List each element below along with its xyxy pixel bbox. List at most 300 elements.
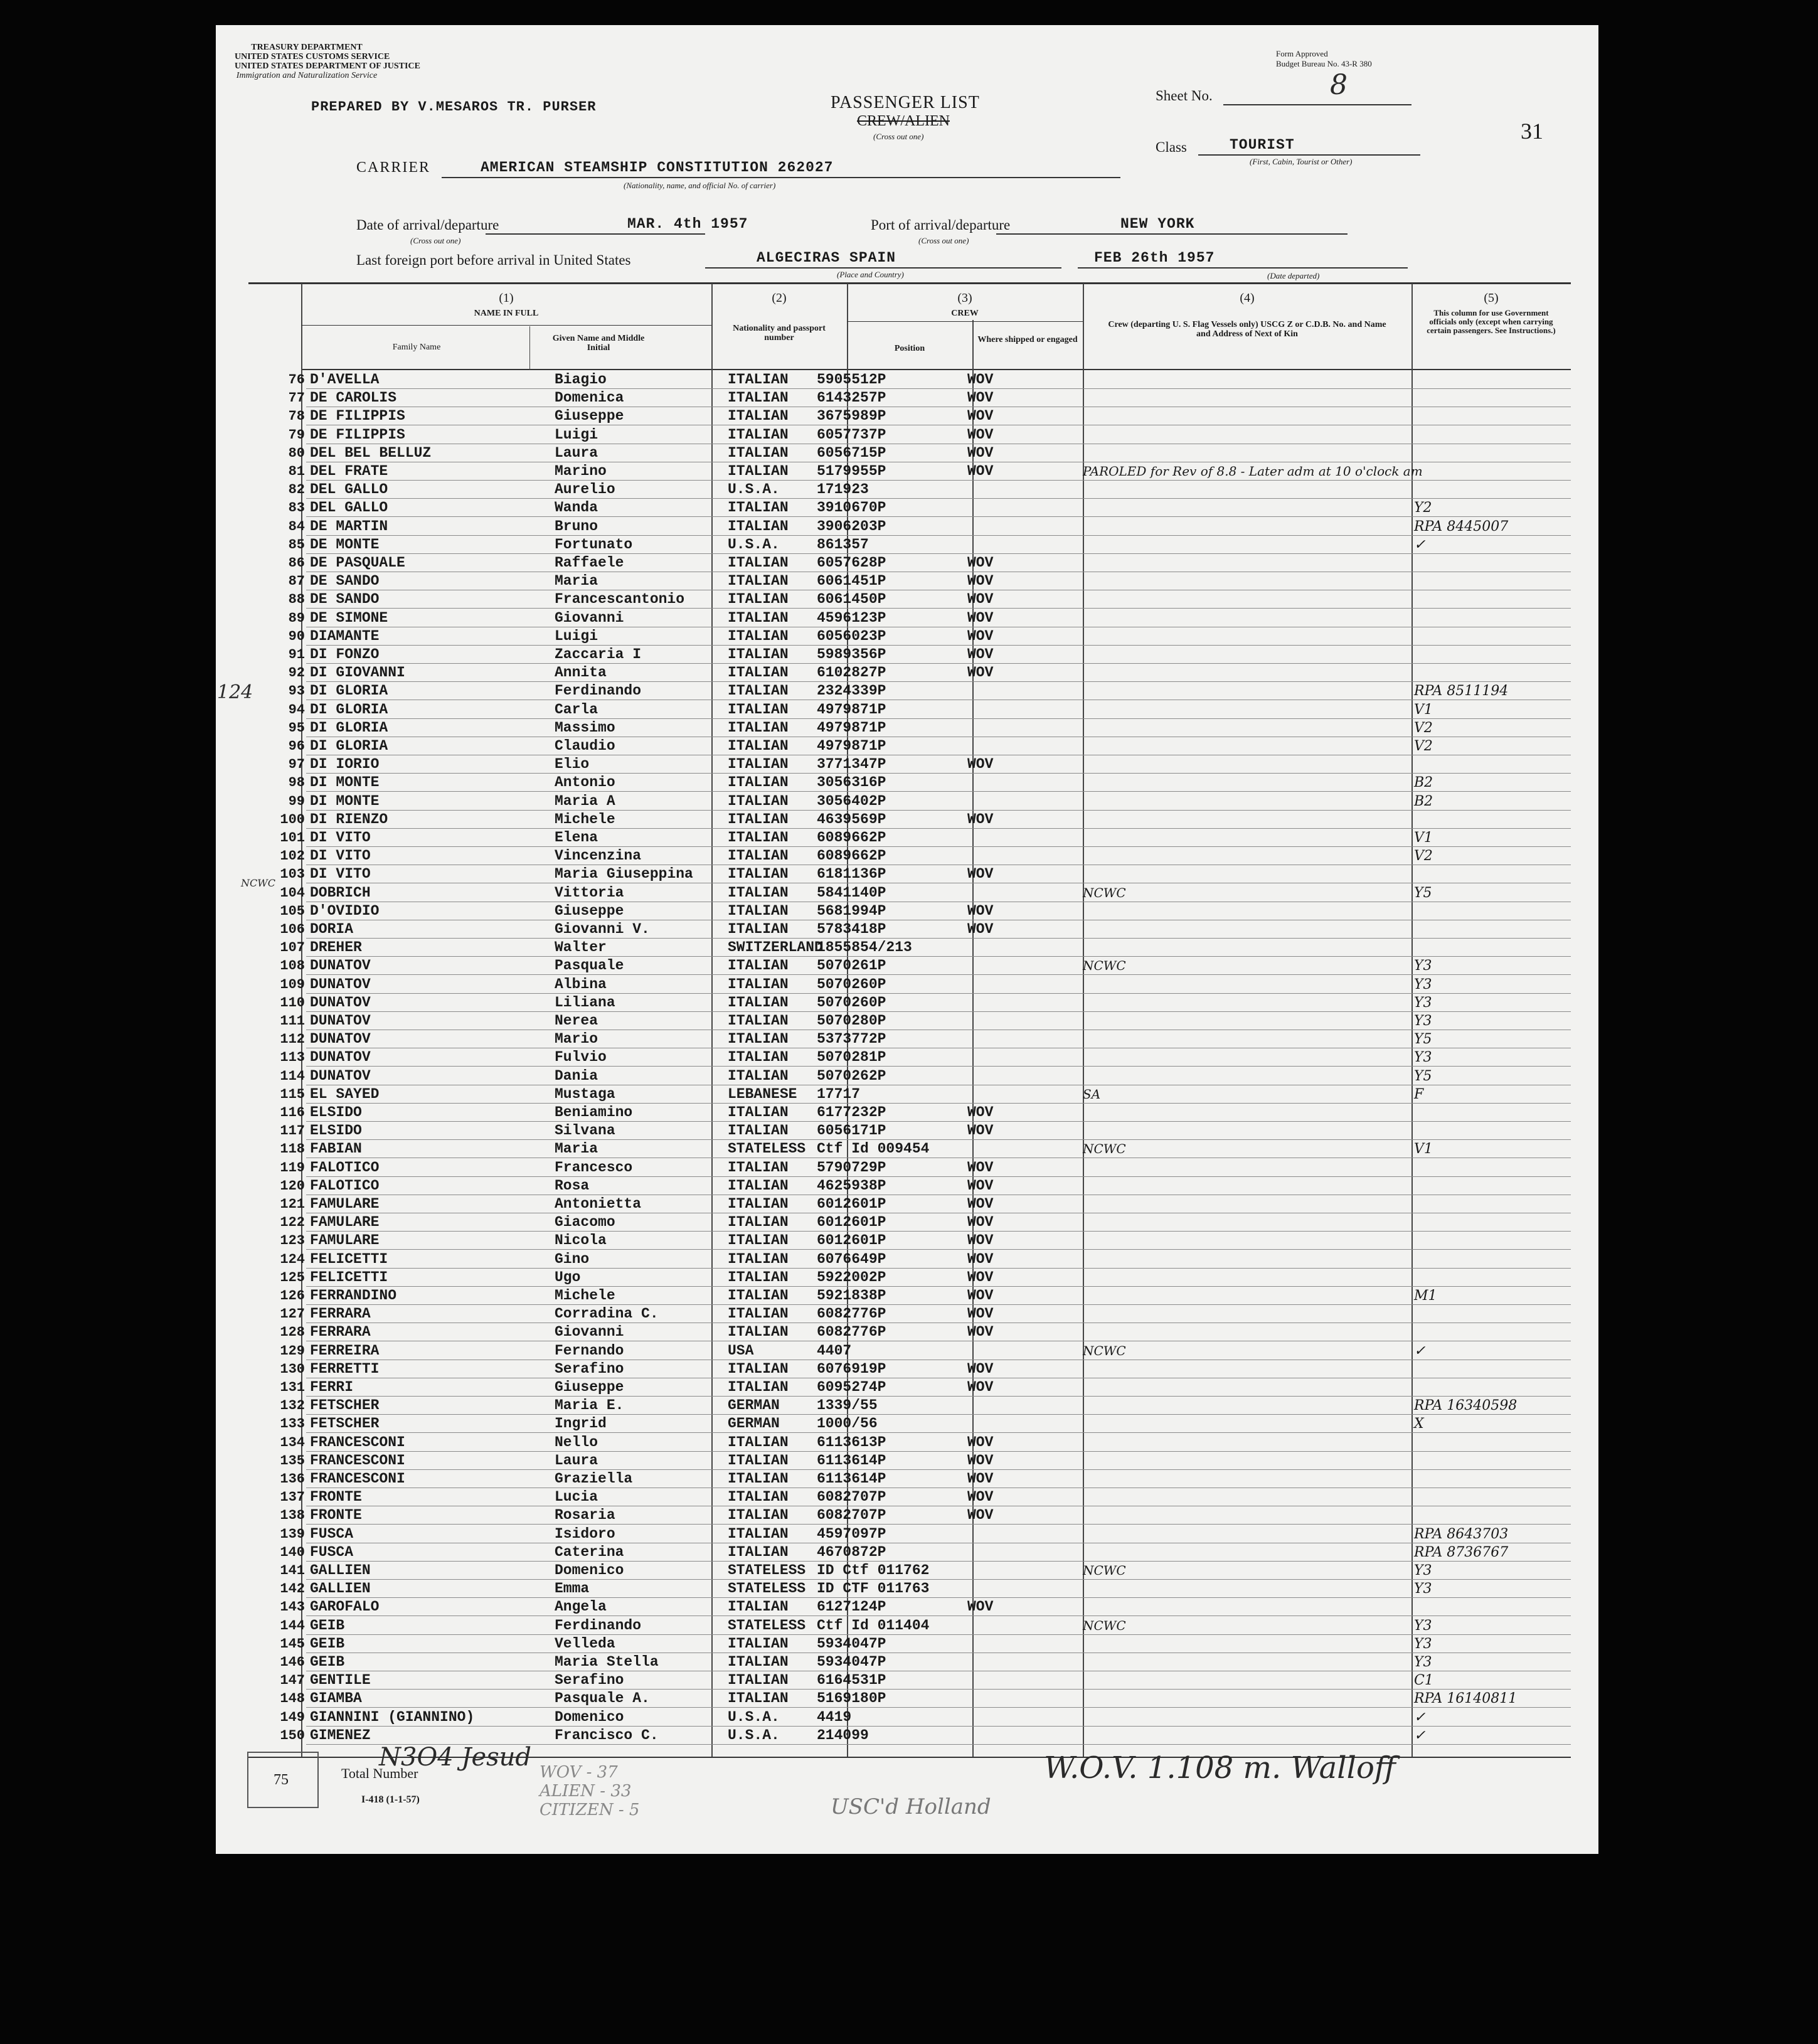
official-notes: ✓	[1414, 536, 1426, 553]
official-notes: Y2	[1414, 500, 1432, 516]
given-name: Biagio	[555, 371, 607, 388]
given-name: Claudio	[555, 738, 615, 754]
nationality: ITALIAN	[728, 1232, 789, 1249]
family-name: DI IORIO	[310, 756, 380, 773]
row-number: 108	[280, 958, 305, 974]
nationality: U.S.A.	[728, 1708, 780, 1725]
nationality: GERMAN	[728, 1397, 780, 1414]
passport-number: 5921838P	[817, 1287, 886, 1304]
given-name: Rosaria	[555, 1507, 615, 1524]
col1-given: Given Name and Middle Initial	[552, 334, 645, 353]
table-row	[216, 646, 1598, 664]
nationality: ITALIAN	[728, 884, 789, 901]
nationality: ITALIAN	[728, 829, 789, 846]
family-name: FRANCESCONI	[310, 1471, 405, 1487]
given-name: Maria Giuseppina	[555, 866, 693, 883]
given-name: Francescantonio	[555, 591, 685, 608]
passport-number: 5989356P	[817, 646, 886, 663]
crew-position: WOV	[967, 591, 994, 608]
nationality: U.S.A.	[728, 1727, 780, 1743]
family-name: DUNATOV	[310, 957, 371, 974]
family-name: DE SANDO	[310, 591, 380, 608]
date-value: MAR. 4th 1957	[627, 216, 748, 232]
row-number: 134	[280, 1434, 305, 1450]
row-number: 144	[280, 1617, 305, 1634]
table-row	[216, 536, 1598, 554]
row-number: 113	[280, 1050, 305, 1066]
nationality: ITALIAN	[728, 1599, 789, 1616]
passport-number: 6082776P	[817, 1324, 886, 1341]
row-number: 137	[280, 1489, 305, 1506]
passport-number: 6095274P	[817, 1379, 886, 1395]
row-number: 138	[280, 1508, 305, 1524]
given-name: Zaccaria I	[555, 646, 642, 663]
row-number: 142	[280, 1581, 305, 1597]
crew-position: WOV	[967, 1324, 994, 1341]
table-row	[216, 590, 1598, 609]
nationality: ITALIAN	[728, 1306, 789, 1323]
carrier-label: CARRIER	[356, 159, 431, 176]
nationality: ITALIAN	[728, 1654, 789, 1670]
given-name: Maria	[555, 573, 598, 590]
nationality: ITALIAN	[728, 1049, 789, 1066]
table-row	[216, 701, 1598, 719]
departed-underline	[1078, 267, 1408, 269]
table-row	[216, 1470, 1598, 1488]
row-number: 147	[280, 1673, 305, 1689]
hand-signature: N3O4 Jesud	[379, 1743, 532, 1772]
given-name: Michele	[555, 1287, 615, 1304]
given-name: Gino	[555, 1250, 590, 1267]
crew-position: WOV	[967, 1489, 994, 1506]
given-name: Corradina C.	[555, 1306, 659, 1323]
nationality: ITALIAN	[728, 664, 789, 681]
passport-number: 4979871P	[817, 738, 886, 754]
given-name: Michele	[555, 811, 615, 828]
official-notes: C1	[1414, 1673, 1433, 1689]
family-name: FRONTE	[310, 1489, 362, 1506]
next-of-kin: NCWC	[1083, 1563, 1126, 1578]
row-number: 148	[280, 1691, 305, 1707]
passport-number: 6164531P	[817, 1672, 886, 1689]
nationality: SWITZERLAND	[728, 939, 823, 956]
passport-number: 4597097P	[817, 1525, 886, 1542]
crew-position: WOV	[967, 1287, 994, 1304]
row-number: 123	[280, 1233, 305, 1249]
given-name: Domenica	[555, 390, 624, 407]
given-name: Maria	[555, 1141, 598, 1158]
row-number: 102	[280, 848, 305, 865]
passport-number: 5790729P	[817, 1159, 886, 1176]
row-number: 121	[280, 1196, 305, 1212]
passport-number: 6056171P	[817, 1122, 886, 1139]
row-number: 120	[280, 1178, 305, 1194]
next-of-kin: NCWC	[1083, 1141, 1126, 1157]
family-name: FERREIRA	[310, 1342, 380, 1359]
crew-position: WOV	[967, 408, 994, 425]
official-notes: Y5	[1414, 1031, 1432, 1048]
table-row	[216, 389, 1598, 407]
family-name: FERRI	[310, 1379, 354, 1395]
table-row	[216, 1012, 1598, 1030]
given-name: Domenico	[555, 1562, 624, 1578]
official-notes: Y3	[1414, 1636, 1432, 1652]
table-row	[216, 1617, 1598, 1635]
table-row	[216, 1048, 1598, 1067]
departed-value: FEB 26th 1957	[1094, 250, 1215, 266]
nationality: STATELESS	[728, 1617, 806, 1634]
table-row	[216, 1635, 1598, 1653]
row-number: 103	[280, 866, 305, 883]
passport-number: 4979871P	[817, 719, 886, 736]
table-row	[216, 572, 1598, 590]
next-of-kin: SA	[1083, 1086, 1101, 1102]
given-name: Serafino	[555, 1672, 624, 1689]
crew-position: WOV	[967, 609, 994, 626]
given-name: Aurelio	[555, 481, 615, 498]
given-name: Pasquale	[555, 957, 624, 974]
official-notes: B2	[1414, 793, 1433, 809]
table-row	[216, 1104, 1598, 1122]
nationality: ITALIAN	[728, 738, 789, 754]
passport-number: 1339/55	[817, 1397, 878, 1414]
given-name: Caterina	[555, 1543, 624, 1560]
carrier-value: AMERICAN STEAMSHIP CONSTITUTION 262027	[481, 159, 834, 176]
crew-position: WOV	[967, 646, 994, 663]
family-name: DUNATOV	[310, 976, 371, 993]
official-notes: RPA 8643703	[1414, 1526, 1509, 1542]
row-number: 89	[288, 610, 305, 626]
family-name: DI GLORIA	[310, 701, 388, 718]
next-of-kin: NCWC	[1083, 885, 1126, 900]
passport-number: 3771347P	[817, 756, 886, 773]
family-name: GALLIEN	[310, 1562, 371, 1578]
nationality: ITALIAN	[728, 1525, 789, 1542]
passport-number: 5070262P	[817, 1067, 886, 1084]
nationality: ITALIAN	[728, 683, 789, 700]
crew-position: WOV	[967, 1104, 994, 1120]
passport-number: 6082776P	[817, 1306, 886, 1323]
port-underline	[996, 233, 1348, 235]
nationality: ITALIAN	[728, 1214, 789, 1231]
crew-position: WOV	[967, 1306, 994, 1323]
row-number: 95	[288, 720, 305, 736]
family-name: DE SANDO	[310, 573, 380, 590]
crew-position: WOV	[967, 371, 994, 388]
table-row	[216, 1030, 1598, 1048]
passport-number: 3675989P	[817, 408, 886, 425]
given-name: Marino	[555, 463, 607, 479]
table-row	[216, 976, 1598, 994]
family-name: FERRANDINO	[310, 1287, 397, 1304]
hand-tally-2: ALIEN - 33	[540, 1782, 632, 1801]
nationality: ITALIAN	[728, 1434, 789, 1450]
official-notes: ✓	[1414, 1727, 1426, 1743]
sheet-underline	[1223, 104, 1411, 105]
given-name: Giovanni	[555, 1324, 624, 1341]
given-name: Lucia	[555, 1489, 598, 1506]
table-row	[216, 1598, 1598, 1616]
row-number: 83	[288, 500, 305, 516]
row-number: 127	[280, 1306, 305, 1323]
row-number: 116	[280, 1105, 305, 1120]
row-number: 94	[288, 701, 305, 718]
row-number: 77	[288, 390, 305, 407]
nationality: ITALIAN	[728, 371, 789, 388]
given-name: Laura	[555, 1452, 598, 1469]
given-name: Nello	[555, 1434, 598, 1450]
row-number: 91	[288, 647, 305, 663]
nationality: ITALIAN	[728, 1067, 789, 1084]
table-row	[216, 1525, 1598, 1543]
nationality: ITALIAN	[728, 1287, 789, 1304]
row-number: 136	[280, 1471, 305, 1487]
family-name: FRANCESCONI	[310, 1434, 405, 1450]
class-label: Class	[1156, 139, 1187, 155]
official-notes: Y3	[1414, 1617, 1432, 1634]
official-notes: V1	[1414, 830, 1433, 846]
family-name: FUSCA	[310, 1543, 354, 1560]
passport-number: 5841140P	[817, 884, 886, 901]
nationality: STATELESS	[728, 1562, 806, 1578]
table-row	[216, 829, 1598, 847]
passport-number: 5070280P	[817, 1013, 886, 1029]
row-number: 85	[288, 536, 305, 553]
official-notes: RPA 8445007	[1414, 518, 1509, 535]
passport-number: 6012601P	[817, 1214, 886, 1231]
given-name: Giuseppe	[555, 408, 624, 425]
family-name: GALLIEN	[310, 1580, 371, 1597]
hand-tally-1: WOV - 37	[540, 1763, 618, 1782]
crew-position: WOV	[967, 444, 994, 461]
official-notes: Y5	[1414, 1068, 1432, 1084]
passport-number: 6089662P	[817, 848, 886, 865]
crew-position: WOV	[967, 1360, 994, 1377]
given-name: Laura	[555, 444, 598, 461]
crew-position: WOV	[967, 627, 994, 644]
row-number: 132	[280, 1398, 305, 1414]
row-number: 129	[280, 1343, 305, 1359]
crew-position: WOV	[967, 1434, 994, 1450]
crew-alien-label: CREW/ALIEN	[857, 113, 950, 129]
given-name: Francisco C.	[555, 1727, 659, 1743]
family-name: DE PASQUALE	[310, 555, 405, 571]
nationality: GERMAN	[728, 1415, 780, 1432]
given-name: Francesco	[555, 1159, 633, 1176]
nationality: ITALIAN	[728, 499, 789, 516]
table-row	[216, 1213, 1598, 1232]
date-underline	[486, 233, 705, 235]
family-name: FUSCA	[310, 1525, 354, 1542]
row-number: 99	[288, 793, 305, 809]
row-number: 109	[280, 976, 305, 993]
row-number: 139	[280, 1526, 305, 1542]
official-notes: Y3	[1414, 1563, 1432, 1578]
passport-number: 4407	[817, 1342, 852, 1359]
table-head-rule	[301, 369, 1571, 370]
row-number: 82	[288, 482, 305, 498]
table-row	[216, 884, 1598, 902]
family-name: DOBRICH	[310, 884, 371, 901]
nationality: ITALIAN	[728, 957, 789, 974]
nationality: ITALIAN	[728, 811, 789, 828]
family-name: FERRARA	[310, 1306, 371, 1323]
row-number: 88	[288, 592, 305, 608]
next-of-kin: NCWC	[1083, 1617, 1126, 1633]
row-number: 81	[288, 464, 305, 479]
passport-number: 5783418P	[817, 921, 886, 937]
nationality: ITALIAN	[728, 719, 789, 736]
nationality: ITALIAN	[728, 1635, 789, 1652]
passport-number: 6057628P	[817, 555, 886, 571]
page-title: PASSENGER LIST	[831, 93, 980, 112]
nationality: ITALIAN	[728, 646, 789, 663]
nationality: ITALIAN	[728, 1269, 789, 1285]
port-value: NEW YORK	[1120, 216, 1195, 232]
class-note: (First, Cabin, Tourist or Other)	[1250, 157, 1353, 166]
passport-number: 5905512P	[817, 371, 886, 388]
given-name: Vittoria	[555, 884, 624, 901]
nationality: ITALIAN	[728, 463, 789, 479]
crew-position: WOV	[967, 1269, 994, 1285]
table-row	[216, 719, 1598, 737]
row-number: 79	[288, 427, 305, 443]
nationality: ITALIAN	[728, 921, 789, 937]
crew-position: WOV	[967, 573, 994, 590]
passport-number: 5070260P	[817, 994, 886, 1011]
table-row	[216, 627, 1598, 646]
crew-position: WOV	[967, 1250, 994, 1267]
row-number: 140	[280, 1544, 305, 1560]
nationality: ITALIAN	[728, 1507, 789, 1524]
last-port-value: ALGECIRAS SPAIN	[757, 250, 896, 266]
row-number: 135	[280, 1452, 305, 1469]
given-name: Nicola	[555, 1232, 607, 1249]
passport-number: 6143257P	[817, 390, 886, 407]
family-name: DEL GALLO	[310, 499, 388, 516]
family-name: DE FILIPPIS	[310, 408, 405, 425]
agency-line: UNITED STATES DEPARTMENT OF JUSTICE	[235, 61, 420, 71]
official-notes: RPA 16340598	[1414, 1398, 1518, 1414]
nationality: ITALIAN	[728, 1379, 789, 1395]
crew-sub-rule	[847, 321, 1083, 322]
family-name: DUNATOV	[310, 1049, 371, 1066]
given-name: Ingrid	[555, 1415, 607, 1432]
family-name: DEL FRATE	[310, 463, 388, 479]
official-notes: RPA 8736767	[1414, 1544, 1509, 1560]
row-number: 114	[280, 1068, 305, 1084]
given-name: Wanda	[555, 499, 598, 516]
passport-number: 6177232P	[817, 1104, 886, 1120]
official-notes: Y5	[1414, 885, 1432, 901]
given-name: Rosa	[555, 1177, 590, 1194]
family-name: GIANNINI (GIANNINO)	[310, 1708, 475, 1725]
carrier-note: (Nationality, name, and official No. of carrier)	[624, 181, 776, 190]
name-sub-rule	[301, 325, 711, 326]
nationality: ITALIAN	[728, 518, 789, 535]
passport-number: 5070260P	[817, 976, 886, 993]
table-row	[216, 902, 1598, 920]
crew-position: WOV	[967, 390, 994, 407]
family-name: DI GLORIA	[310, 738, 388, 754]
row-number: 130	[280, 1361, 305, 1377]
row-number: 111	[280, 1013, 305, 1029]
passport-number: 6057737P	[817, 426, 886, 443]
nationality: ITALIAN	[728, 1250, 789, 1267]
row-number: 141	[280, 1563, 305, 1578]
family-name: FRANCESCONI	[310, 1452, 405, 1469]
table-row	[216, 957, 1598, 975]
table-row	[216, 1415, 1598, 1433]
table-row	[216, 994, 1598, 1012]
passenger-rows	[216, 371, 1598, 1743]
col1-family: Family Name	[392, 343, 441, 352]
given-name: Carla	[555, 701, 598, 718]
given-name: Ferdinando	[555, 683, 642, 700]
family-name: DI GLORIA	[310, 683, 388, 700]
table-row	[216, 755, 1598, 774]
table-row	[216, 407, 1598, 425]
family-name: GEIB	[310, 1617, 345, 1634]
total-box-value: 75	[274, 1772, 289, 1788]
given-name: Domenico	[555, 1708, 624, 1725]
date-note: (Cross out one)	[410, 236, 461, 245]
nationality: STATELESS	[728, 1580, 806, 1597]
passport-number: 6061451P	[817, 573, 886, 590]
given-name: Beniamino	[555, 1104, 633, 1120]
nationality: STATELESS	[728, 1141, 806, 1158]
row-number: 84	[288, 518, 305, 535]
official-notes: V1	[1414, 1141, 1433, 1158]
nationality: ITALIAN	[728, 848, 789, 865]
row-number: 107	[280, 940, 305, 956]
passport-number: 6012601P	[817, 1196, 886, 1212]
family-name: EL SAYED	[310, 1085, 380, 1102]
table-row	[216, 609, 1598, 627]
place-note: (Place and Country)	[837, 270, 904, 279]
nationality: USA	[728, 1342, 754, 1359]
passport-number: 6082707P	[817, 1489, 886, 1506]
family-name: DE MARTIN	[310, 518, 388, 535]
nationality: ITALIAN	[728, 1360, 789, 1377]
col1-num: (1)	[499, 291, 514, 305]
nationality: ITALIAN	[728, 408, 789, 425]
given-name: Luigi	[555, 426, 598, 443]
given-name: Annita	[555, 664, 607, 681]
table-row	[216, 1671, 1598, 1690]
given-name: Fortunato	[555, 536, 633, 553]
passport-number: 6082707P	[817, 1507, 886, 1524]
official-notes: Y3	[1414, 976, 1432, 993]
given-name: Velleda	[555, 1635, 615, 1652]
nationality: ITALIAN	[728, 573, 789, 590]
table-row	[216, 737, 1598, 755]
family-name: FALOTICO	[310, 1177, 380, 1194]
nationality: ITALIAN	[728, 609, 789, 626]
passport-number: Ctf Id 011404	[817, 1617, 930, 1634]
row-number: 96	[288, 738, 305, 754]
family-name: FAMULARE	[310, 1232, 380, 1249]
family-name: DE MONTE	[310, 536, 380, 553]
passport-number: 6089662P	[817, 829, 886, 846]
table-row	[216, 426, 1598, 444]
passport-number: 214099	[817, 1727, 869, 1743]
family-name: FALOTICO	[310, 1159, 380, 1176]
family-name: FABIAN	[310, 1141, 362, 1158]
hand-bottom-center: USC'd Holland	[831, 1794, 991, 1819]
given-name: Angela	[555, 1599, 607, 1616]
port-note: (Cross out one)	[918, 236, 969, 245]
